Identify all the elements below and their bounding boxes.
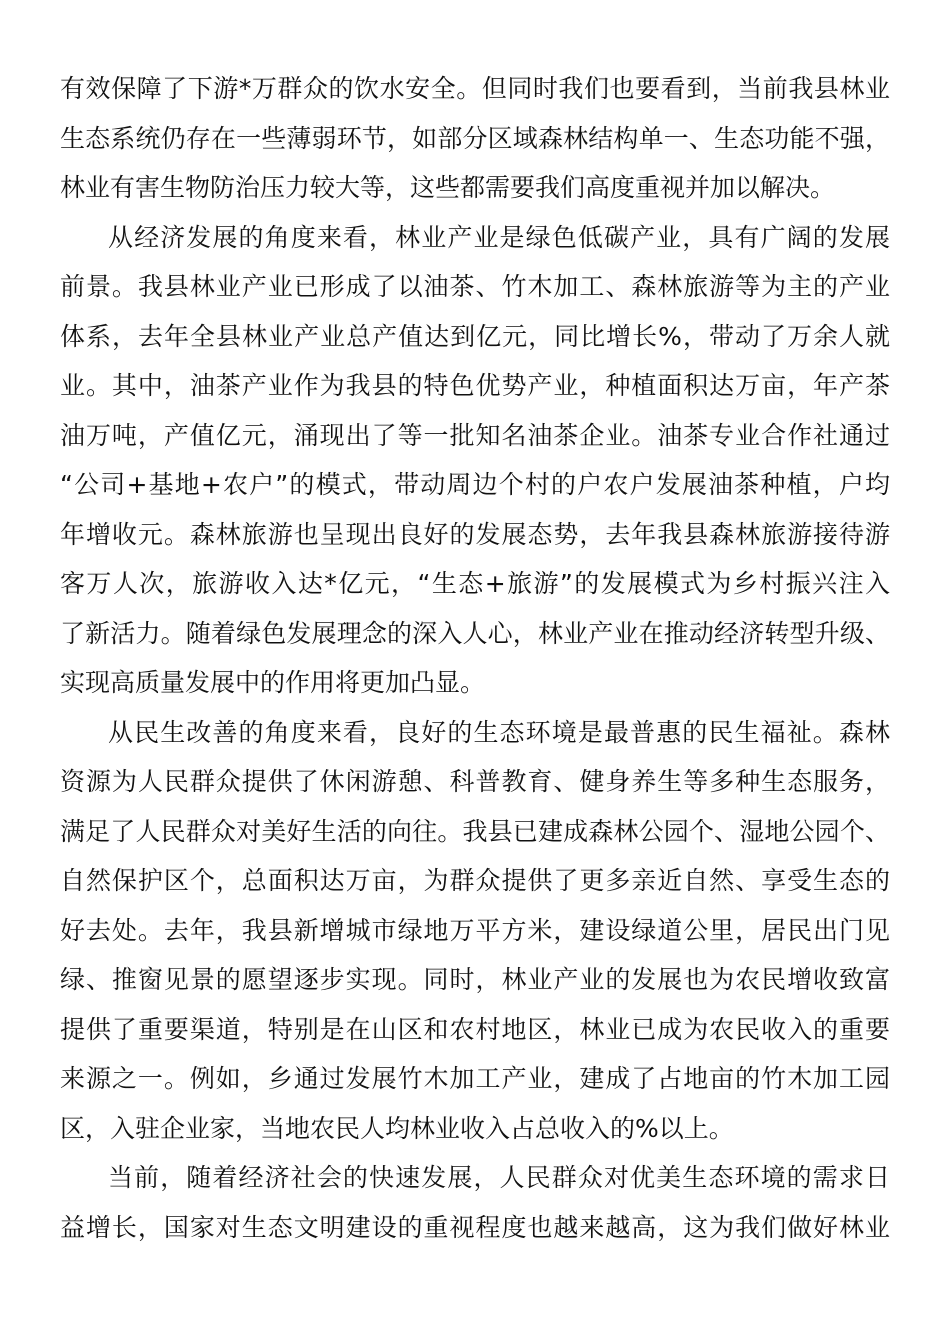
text-line: 实现高质量发展中的作用将更加凸显。 <box>60 668 486 697</box>
text-line: 业。其中，油茶产业作为我县的特色优势产业，种植面积达万亩，年产茶 <box>60 371 890 400</box>
text-line: 前景。我县林业产业已形成了以油茶、竹木加工、森林旅游等为主的产业 <box>60 272 890 301</box>
text-line: 客万人次，旅游收入达*亿元，“生态+旅游”的发展模式为乡村振兴注入 <box>60 569 890 598</box>
text-line: 绿、推窗见景的愿望逐步实现。同时，林业产业的发展也为农民增收致富 <box>60 965 890 994</box>
text-line: 体系，去年全县林业产业总产值达到亿元，同比增长%，带动了万余人就 <box>60 322 890 351</box>
text-line: 益增长，国家对生态文明建设的重视程度也越来越高，这为我们做好林业 <box>60 1213 890 1242</box>
text-line: 年增收元。森林旅游也呈现出良好的发展态势，去年我县森林旅游接待游 <box>60 520 890 549</box>
text-line: 自然保护区个，总面积达万亩，为群众提供了更多亲近自然、享受生态的 <box>60 866 890 895</box>
paragraph-start-line: 从民生改善的角度来看，良好的生态环境是最普惠的民生福祉。森林 <box>108 718 890 747</box>
text-line: 区，入驻企业家，当地农民人均林业收入占总收入的%以上。 <box>60 1114 734 1143</box>
text-line: 生态系统仍存在一些薄弱环节，如部分区域森林结构单一、生态功能不强， <box>60 124 890 153</box>
text-line: 好去处。去年，我县新增城市绿地万平方米，建设绿道公里，居民出门见 <box>60 916 890 945</box>
text-line: 油万吨，产值亿元，涌现出了等一批知名油茶企业。油茶专业合作社通过 <box>60 421 890 450</box>
text-line: 提供了重要渠道，特别是在山区和农村地区，林业已成为农民收入的重要 <box>60 1015 890 1044</box>
text-line: 资源为人民群众提供了休闲游憩、科普教育、健身养生等多种生态服务， <box>60 767 890 796</box>
text-line: 满足了人民群众对美好生活的向往。我县已建成森林公园个、湿地公园个、 <box>60 817 890 846</box>
text-line: 来源之一。例如，乡通过发展竹木加工产业，建成了占地亩的竹木加工园 <box>60 1064 890 1093</box>
text-line: “公司+基地+农户”的模式，带动周边个村的户农户发展油茶种植，户均 <box>60 470 890 499</box>
text-line: 了新活力。随着绿色发展理念的深入人心，林业产业在推动经济转型升级、 <box>60 619 890 648</box>
paragraph-start-line: 从经济发展的角度来看，林业产业是绿色低碳产业，具有广阔的发展 <box>108 223 890 252</box>
text-line: 有效保障了下游*万群众的饮水安全。但同时我们也要看到，当前我县林业 <box>60 74 890 103</box>
text-line: 林业有害生物防治压力较大等，这些都需要我们高度重视并加以解决。 <box>60 173 836 202</box>
paragraph-start-line: 当前，随着经济社会的快速发展，人民群众对优美生态环境的需求日 <box>108 1163 890 1192</box>
